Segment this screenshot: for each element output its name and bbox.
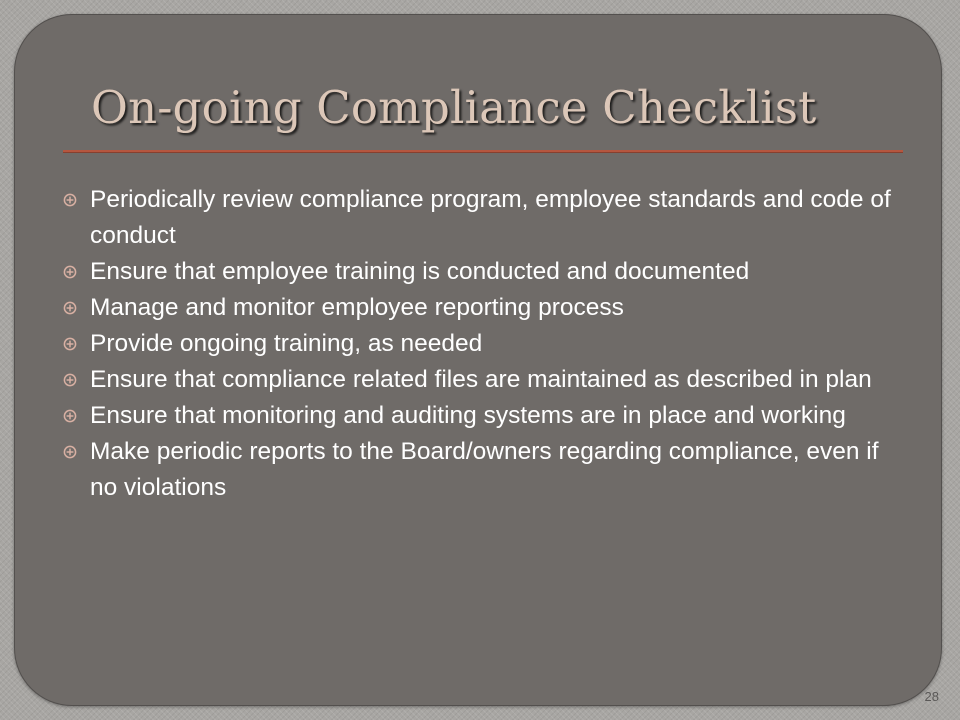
bullet-text: Provide ongoing training, as needed [90, 330, 483, 357]
list-item [63, 326, 893, 362]
bullet-text: Ensure that monitoring and auditing systems are in place and working [90, 402, 846, 429]
bullet-text: Manage and monitor employee reporting process [90, 294, 624, 321]
title-divider [63, 150, 903, 153]
list-item [63, 254, 893, 290]
bullet-text: Ensure that compliance related files are maintained as described in plan [90, 366, 872, 393]
list-item [63, 398, 893, 434]
circled-plus-icon [63, 337, 77, 351]
circled-plus-icon [63, 409, 77, 423]
circled-plus-icon [63, 193, 77, 207]
slide-number: 28 [924, 689, 939, 704]
bullet-text: Make periodic reports to the Board/owners regarding compliance, even if no violations [90, 438, 879, 501]
circled-plus-icon [63, 373, 77, 387]
circled-plus-icon [63, 445, 77, 459]
list-item [63, 290, 893, 326]
bullet-text: Ensure that employee training is conducted and documented [90, 258, 750, 285]
list-item [63, 362, 893, 398]
circled-plus-icon [63, 265, 77, 279]
circled-plus-icon [63, 301, 77, 315]
bullet-list [63, 182, 893, 506]
slide-title: On-going Compliance Checklist [91, 81, 817, 134]
list-item [63, 434, 893, 506]
bullet-text: Periodically review compliance program, employee standards and code of conduct [90, 186, 891, 249]
list-item [63, 182, 893, 254]
